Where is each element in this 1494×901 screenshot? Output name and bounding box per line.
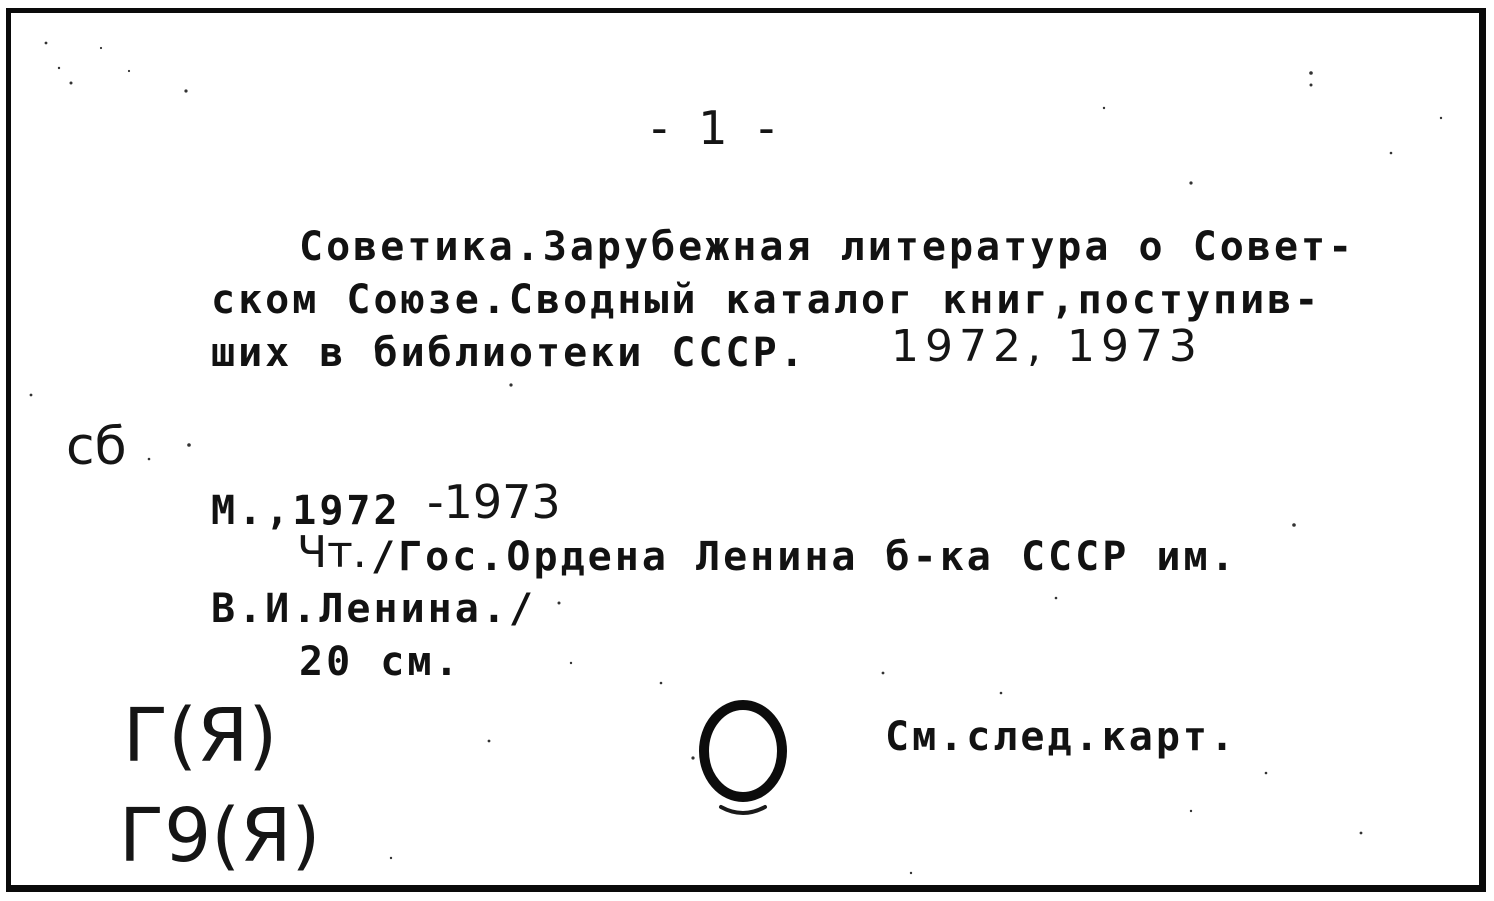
title-line-1: Советика.Зарубежная литература о Совет- bbox=[299, 224, 1356, 270]
issuer-line-2: В.И.Ленина./ bbox=[211, 586, 536, 632]
punch-hole-icon bbox=[695, 695, 791, 821]
imprint-typed: М.,1972 bbox=[211, 488, 401, 534]
shelf-mark-1: Г(Я) bbox=[123, 693, 278, 779]
title-line-3: ших в библиотеки СССР. bbox=[211, 330, 807, 376]
size-note: 20 см. bbox=[299, 639, 462, 685]
marginal-note: сб bbox=[66, 417, 127, 477]
page-number: - 1 - bbox=[651, 101, 783, 155]
continuation-note: См.след.карт. bbox=[885, 714, 1238, 760]
shelf-mark-2: Г9(Я) bbox=[119, 793, 321, 879]
issuer-line-1: /Гос.Ордена Ленина б-ка СССР им. bbox=[371, 534, 1238, 580]
imprint-handwritten: -1973 bbox=[427, 475, 561, 529]
issuer-line-number: Чт. bbox=[297, 527, 367, 578]
title-line-2: ском Союзе.Сводный каталог книг,поступив- bbox=[211, 277, 1322, 323]
title-years-handwritten: 1972, 1973 bbox=[891, 321, 1203, 372]
catalog-card bbox=[6, 8, 1486, 892]
